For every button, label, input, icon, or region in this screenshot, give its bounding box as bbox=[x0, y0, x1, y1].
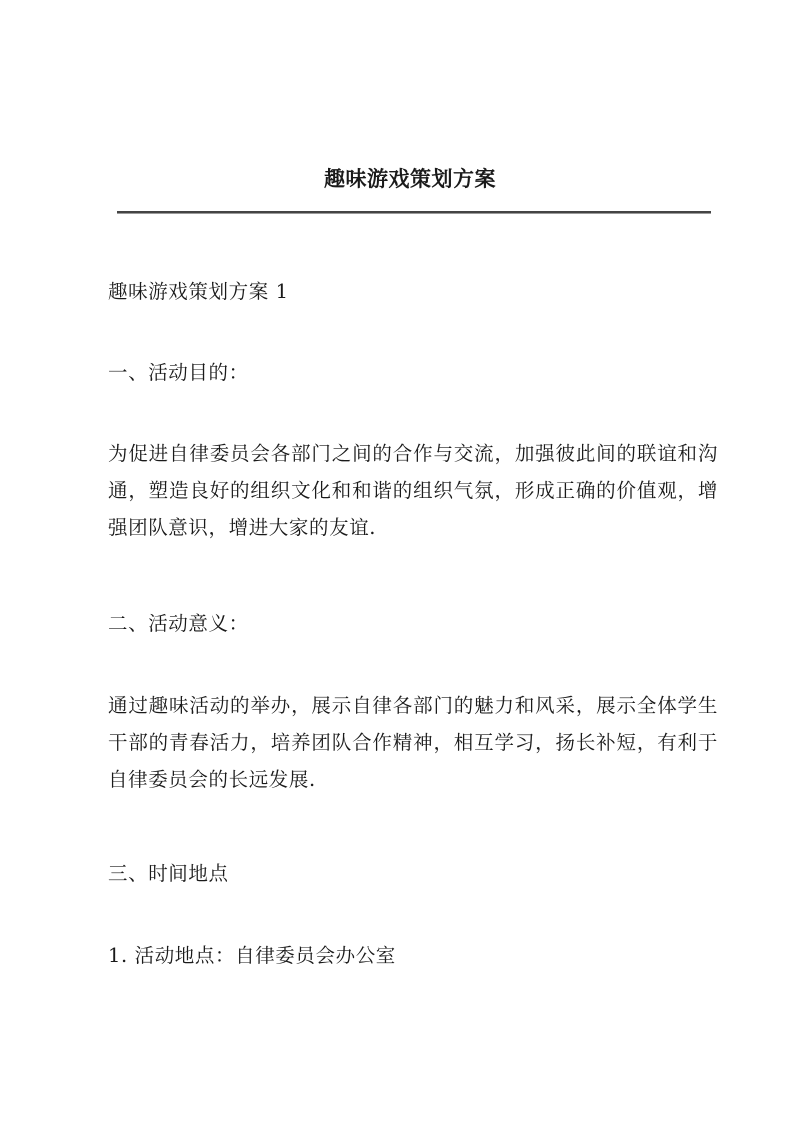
section-body-significance: 通过趣味活动的举办，展示自律各部门的魅力和风采，展示全体学生干部的青春活力，培养团队合作精神，相互学习，扬长补短，有利于自律委员会的长远发展. bbox=[108, 694, 718, 791]
section-body-purpose: 为促进自律委员会各部门之间的合作与交流，加强彼此间的联谊和沟通，塑造良好的组织文化和和谐的组织气氛，形成正确的价值观，增强团队意识，增进大家的友谊. bbox=[108, 442, 718, 539]
document-title: 趣味游戏策划方案 bbox=[324, 166, 496, 191]
section-heading-time-place: 三、时间地点 bbox=[108, 862, 229, 885]
title-divider bbox=[117, 211, 711, 214]
section-heading-purpose: 一、活动目的： bbox=[108, 361, 249, 384]
document-subtitle: 趣味游戏策划方案 1 bbox=[108, 280, 289, 303]
section-heading-significance: 二、活动意义： bbox=[108, 612, 249, 635]
section-body-venue: 1. 活动地点：自律委员会办公室 bbox=[108, 944, 396, 967]
